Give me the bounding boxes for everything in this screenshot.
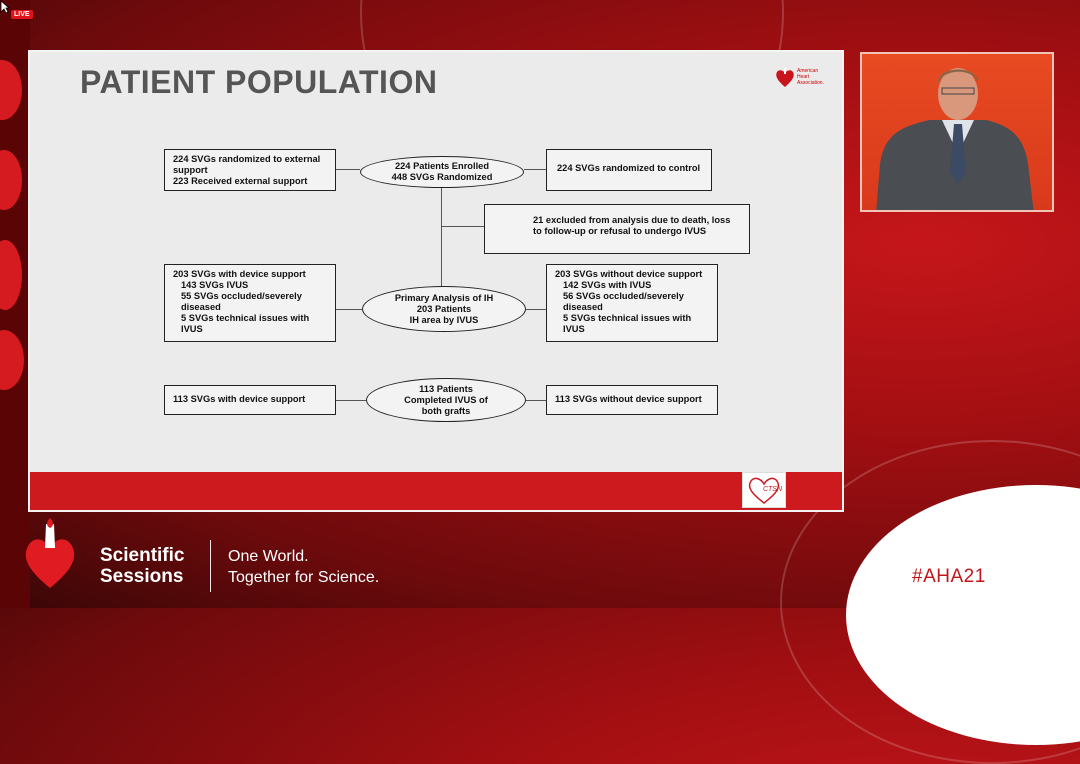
flow-oval-line: 224 Patients Enrolled [394,161,490,171]
heart-torch-icon [775,66,795,88]
speaker-video [860,52,1054,212]
flow-box-with-device [164,264,336,342]
flow-oval-enrolled [360,156,524,188]
tagline [228,546,379,588]
wordmark-line: Sessions [100,566,184,587]
ctsn-logo-text: CTSN [762,486,782,493]
connector-line [524,169,546,170]
flow-box-113-without-device: 113 SVGs without device support [546,385,718,415]
flow-box-line: 224 SVGs randomized to external support [173,154,321,175]
branding-divider [210,540,211,592]
flow-box-external-support [164,149,336,191]
aha-heart-torch-icon [22,518,78,590]
flow-box-line: 143 SVGs IVUS [181,280,249,290]
flow-box-line: 203 SVGs without device support [555,269,703,279]
slide-title: PATIENT POPULATION [80,64,438,100]
flow-oval-line: Completed IVUS of both grafts [404,394,488,416]
tagline-line: One World. [228,548,309,565]
flow-box-line: 56 SVGs occluded/severely diseased [563,291,684,312]
connector-line [526,400,546,401]
flow-oval-line: 448 SVGs Randomized [391,172,493,182]
connector-line [336,169,360,170]
flow-box-excluded: 21 excluded from analysis due to death, loss to follow-up or refusal to undergo IVUS [484,204,750,254]
scientific-sessions-wordmark [100,545,184,587]
ctsn-logo [742,472,786,508]
slide-footer-bar [30,472,842,510]
flow-box-line: 223 Received external support [173,176,308,186]
mouse-cursor-icon [0,0,10,14]
flow-box-113-with-device: 113 SVGs with device support [164,385,336,415]
aha-logo [775,64,830,92]
flow-box-line: 142 SVGs with IVUS [563,280,652,290]
flow-oval-completed-ivus [366,378,526,422]
connector-line [441,226,484,227]
speaker-figure [862,54,1054,212]
flow-box-line: 5 SVGs technical issues with IVUS [563,313,692,334]
flow-oval-line: IH area by IVUS [409,314,479,325]
flow-box-control: 224 SVGs randomized to control [546,149,712,191]
tagline-line: Together for Science. [228,569,380,586]
connector-line [336,400,366,401]
aha-logo-text: American Heart Association. [797,68,824,86]
flow-box-line: 55 SVGs occluded/severely diseased [181,291,302,312]
flow-oval-line: 113 Patients [419,383,473,394]
flow-oval-line: Primary Analysis of IH [394,292,494,303]
flow-box-without-device [546,264,718,342]
hashtag-background [846,485,1080,745]
connector-line [336,309,362,310]
connector-line [441,188,442,288]
flow-box-line: 203 SVGs with device support [173,269,306,279]
flow-box-line: 5 SVGs technical issues with IVUS [181,313,310,334]
connector-line [526,309,546,310]
hashtag-label: #AHA21 [912,566,986,587]
presentation-slide [28,50,844,512]
flow-oval-primary-analysis [362,286,526,332]
wordmark-line: Scientific [100,545,185,566]
live-badge: LIVE [11,10,33,19]
flow-oval-line: 203 Patients [416,303,472,314]
